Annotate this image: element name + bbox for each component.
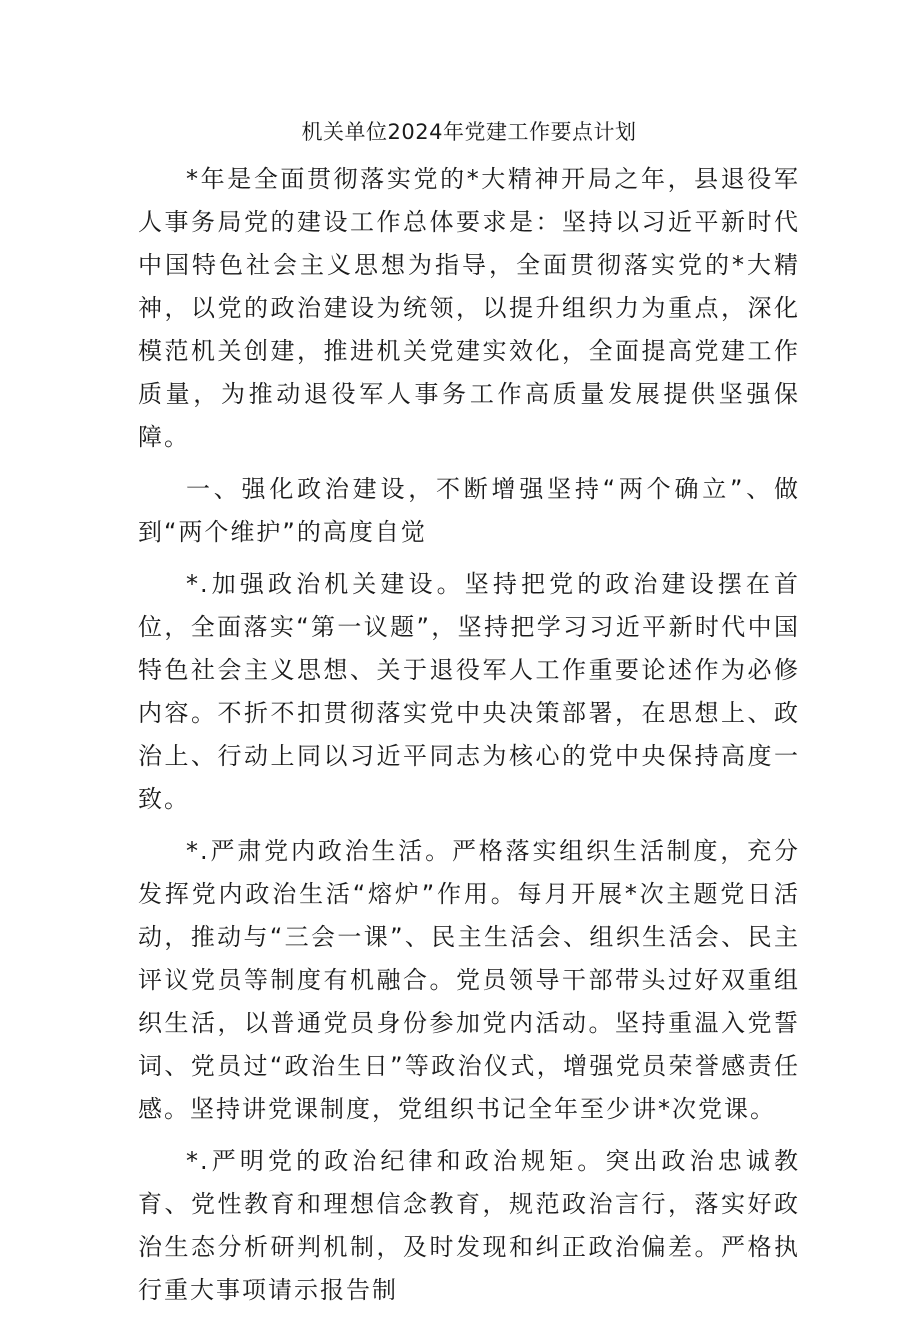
document-title: 机关单位2024年党建工作要点计划 bbox=[301, 120, 637, 144]
paragraph-political-organ: *.加强政治机关建设。坚持把党的政治建设摆在首位，全面落实“第一议题”，坚持把学习习近平新时代中国特色社会主义思想、关于退役军人工作重要论述作为必修内容。不折不扣贯彻落实党中央决策部署，在思想上、政治上、行动上同以习近平同志为核心的党中央保持高度一致。 bbox=[138, 570, 800, 813]
intro-paragraph: *年是全面贯彻落实党的*大精神开局之年，县退役军人事务局党的建设工作总体要求是：坚持以习近平新时代中国特色社会主义思想为指导，全面贯彻落实党的*大精神，以党的政治建设为统领，以提升组织力为重点，深化模范机关创建，推进机关党建实效化，全面提高党建工作质量，为推动退役军人事务工作高质量发展提供坚强保障。 bbox=[138, 165, 800, 451]
paragraph-discipline: *.严明党的政治纪律和政治规矩。突出政治忠诚教育、党性教育和理想信念教育，规范政治言行，落实好政治生态分析研判机制，及时发现和纠正政治偏差。严格执行重大事项请示报告制 bbox=[138, 1147, 800, 1304]
document-body bbox=[138, 112, 800, 1321]
paragraph-party-life: *.严肃党内政治生活。严格落实组织生活制度，充分发挥党内政治生活“熔炉”作用。每月开展*次主题党日活动，推动与“三会一课”、民主生活会、组织生活会、民主评议党员等制度有机融合。党员领导干部带头过好双重组织生活，以普通党员身份参加党内活动。坚持重温入党誓词、党员过“政治生日”等政治仪式，增强党员荣誉感责任感。坚持讲党课制度，党组织书记全年至少讲*次党课。 bbox=[138, 837, 800, 1123]
section-heading-1: 一、强化政治建设，不断增强坚持“两个确立”、做到“两个维护”的高度自觉 bbox=[138, 475, 800, 546]
